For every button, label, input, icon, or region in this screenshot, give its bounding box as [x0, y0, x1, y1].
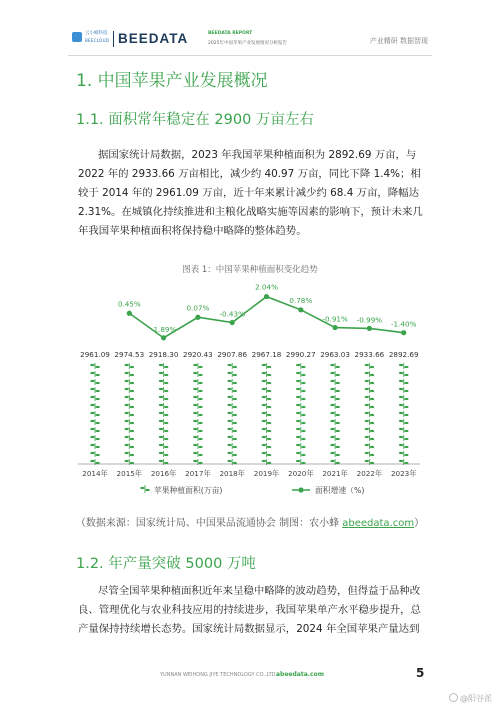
source-close: ） [414, 518, 425, 529]
header-tagline: 产业精研 数据智现 [369, 37, 428, 45]
report-label: BEEDATA REPORT [208, 31, 253, 36]
area-value-label: 2963.03 [320, 350, 350, 359]
footer-company: YUNNAN WEIHONG JIYE TECHNOLOGY CO.,LTD. [160, 672, 278, 678]
growth-point [401, 330, 406, 335]
x-tick-label: 2020年 [288, 469, 314, 478]
paragraph-area-text: 据国家统计局数据，2023 年我国苹果种植面积为 2892.69 万亩，与 2022 年的 2933.66 万亩相比，减少约 40.97 万亩，同比下降 1.4%；相较于 2014 年的 2961.09 万亩，近十年来累计减少约 68.4 万亩，降幅达 2.31%。在城镇化持续推进和主粮化战略实施等因素的影响下，预计未来几年我国苹果种植面积将保持稳中略降的整体趋势。 [78, 149, 423, 237]
area-value-label: 2974.53 [114, 350, 145, 359]
x-tick-label: 2023年 [390, 469, 417, 478]
x-tick-label: 2016年 [150, 469, 177, 478]
area-bar [296, 363, 306, 465]
subsection-title-output: 1.2. 年产量突破 5000 万吨 [76, 556, 256, 572]
legend-area-icon [140, 485, 150, 493]
subsection-title-area: 1.1. 面积常年稳定在 2900 万亩左右 [76, 112, 314, 128]
area-bar [365, 363, 375, 465]
page-footer [0, 666, 500, 686]
area-bar [159, 363, 169, 465]
area-value-label: 2967.18 [251, 350, 282, 359]
chart-title: 图表 1：中国苹果种植面积变化趋势 [182, 265, 318, 275]
legend-growth-label: 面积增速（%) [315, 486, 365, 495]
growth-point [298, 307, 303, 312]
area-value-label: 2920.43 [183, 350, 213, 359]
x-tick-label: 2017年 [185, 469, 211, 478]
legend-area-label: 苹果种植面积(万亩) [154, 486, 223, 495]
watermark [449, 693, 492, 704]
report-subtitle: 2025年中国苹果产业发展情况分析报告 [208, 41, 287, 46]
growth-point [333, 325, 338, 330]
growth-value-label: 0.45% [117, 299, 141, 309]
x-tick-label: 2019年 [253, 469, 280, 478]
area-bar [330, 363, 340, 465]
area-value-label: 2990.27 [285, 350, 316, 359]
x-tick-label: 2014年 [82, 469, 108, 478]
area-value-label: 2933.66 [354, 350, 385, 359]
growth-value-label: 0.07% [186, 303, 210, 313]
growth-point [264, 294, 269, 299]
brand-name: BEEDATA [118, 31, 189, 46]
growth-point [230, 320, 235, 325]
logo-en-text: BEECLOUD [85, 38, 110, 43]
data-source-note [0, 514, 500, 529]
growth-value-label: -0.99% [356, 315, 383, 325]
growth-value-label: -0.91% [322, 314, 348, 324]
page-number: 5 [416, 666, 425, 680]
x-tick-label: 2018年 [219, 469, 245, 478]
source-text: （数据来源：国家统计局、中国果品流通协会 制图：农小蜂 [75, 518, 343, 529]
growth-point [161, 335, 166, 340]
area-value-label: 2907.86 [217, 350, 248, 359]
x-tick-label: 2022年 [356, 469, 383, 478]
growth-point [195, 315, 200, 320]
logo-cn-text: 云小蜂科技 [85, 31, 108, 36]
area-value-label: 2918.30 [148, 350, 179, 359]
paragraph-output [78, 582, 423, 639]
growth-value-label: 2.04% [255, 282, 278, 292]
x-tick-label: 2015年 [116, 469, 143, 478]
area-value-label: 2961.09 [80, 350, 110, 359]
growth-value-label: -1.89% [150, 324, 177, 334]
growth-value-label: 0.78% [289, 295, 313, 305]
area-bar [125, 363, 135, 465]
area-bar [227, 363, 237, 465]
area-bar [399, 363, 409, 465]
source-link[interactable]: abeedata.com [342, 518, 415, 529]
area-value-label: 2892.69 [388, 350, 419, 359]
section-title: 1. 中国苹果产业发展概况 [76, 71, 268, 91]
footer-link[interactable]: abeedata.com [276, 671, 324, 678]
growth-point [127, 311, 132, 316]
growth-point [367, 326, 372, 331]
watermark-text: @阳谷派 [460, 694, 492, 703]
area-bar [262, 363, 272, 465]
growth-value-label: -1.40% [390, 319, 417, 329]
paragraph-output-text: 尽管全国苹果种植面积近年来呈稳中略降的波动趋势，但得益于品种改良、管理优化与农业科技应用的持续进步，我国苹果单产水平稳步提升，总产量保持持续增长态势。国家统计局数据显示，2024 年全国苹果产量达到 [78, 585, 421, 635]
area-bar [90, 363, 100, 465]
watermark-icon [449, 693, 458, 702]
area-bar [193, 363, 203, 465]
x-tick-label: 2021年 [322, 469, 348, 478]
legend-growth-marker [298, 487, 303, 492]
growth-value-label: -0.43% [219, 309, 245, 319]
